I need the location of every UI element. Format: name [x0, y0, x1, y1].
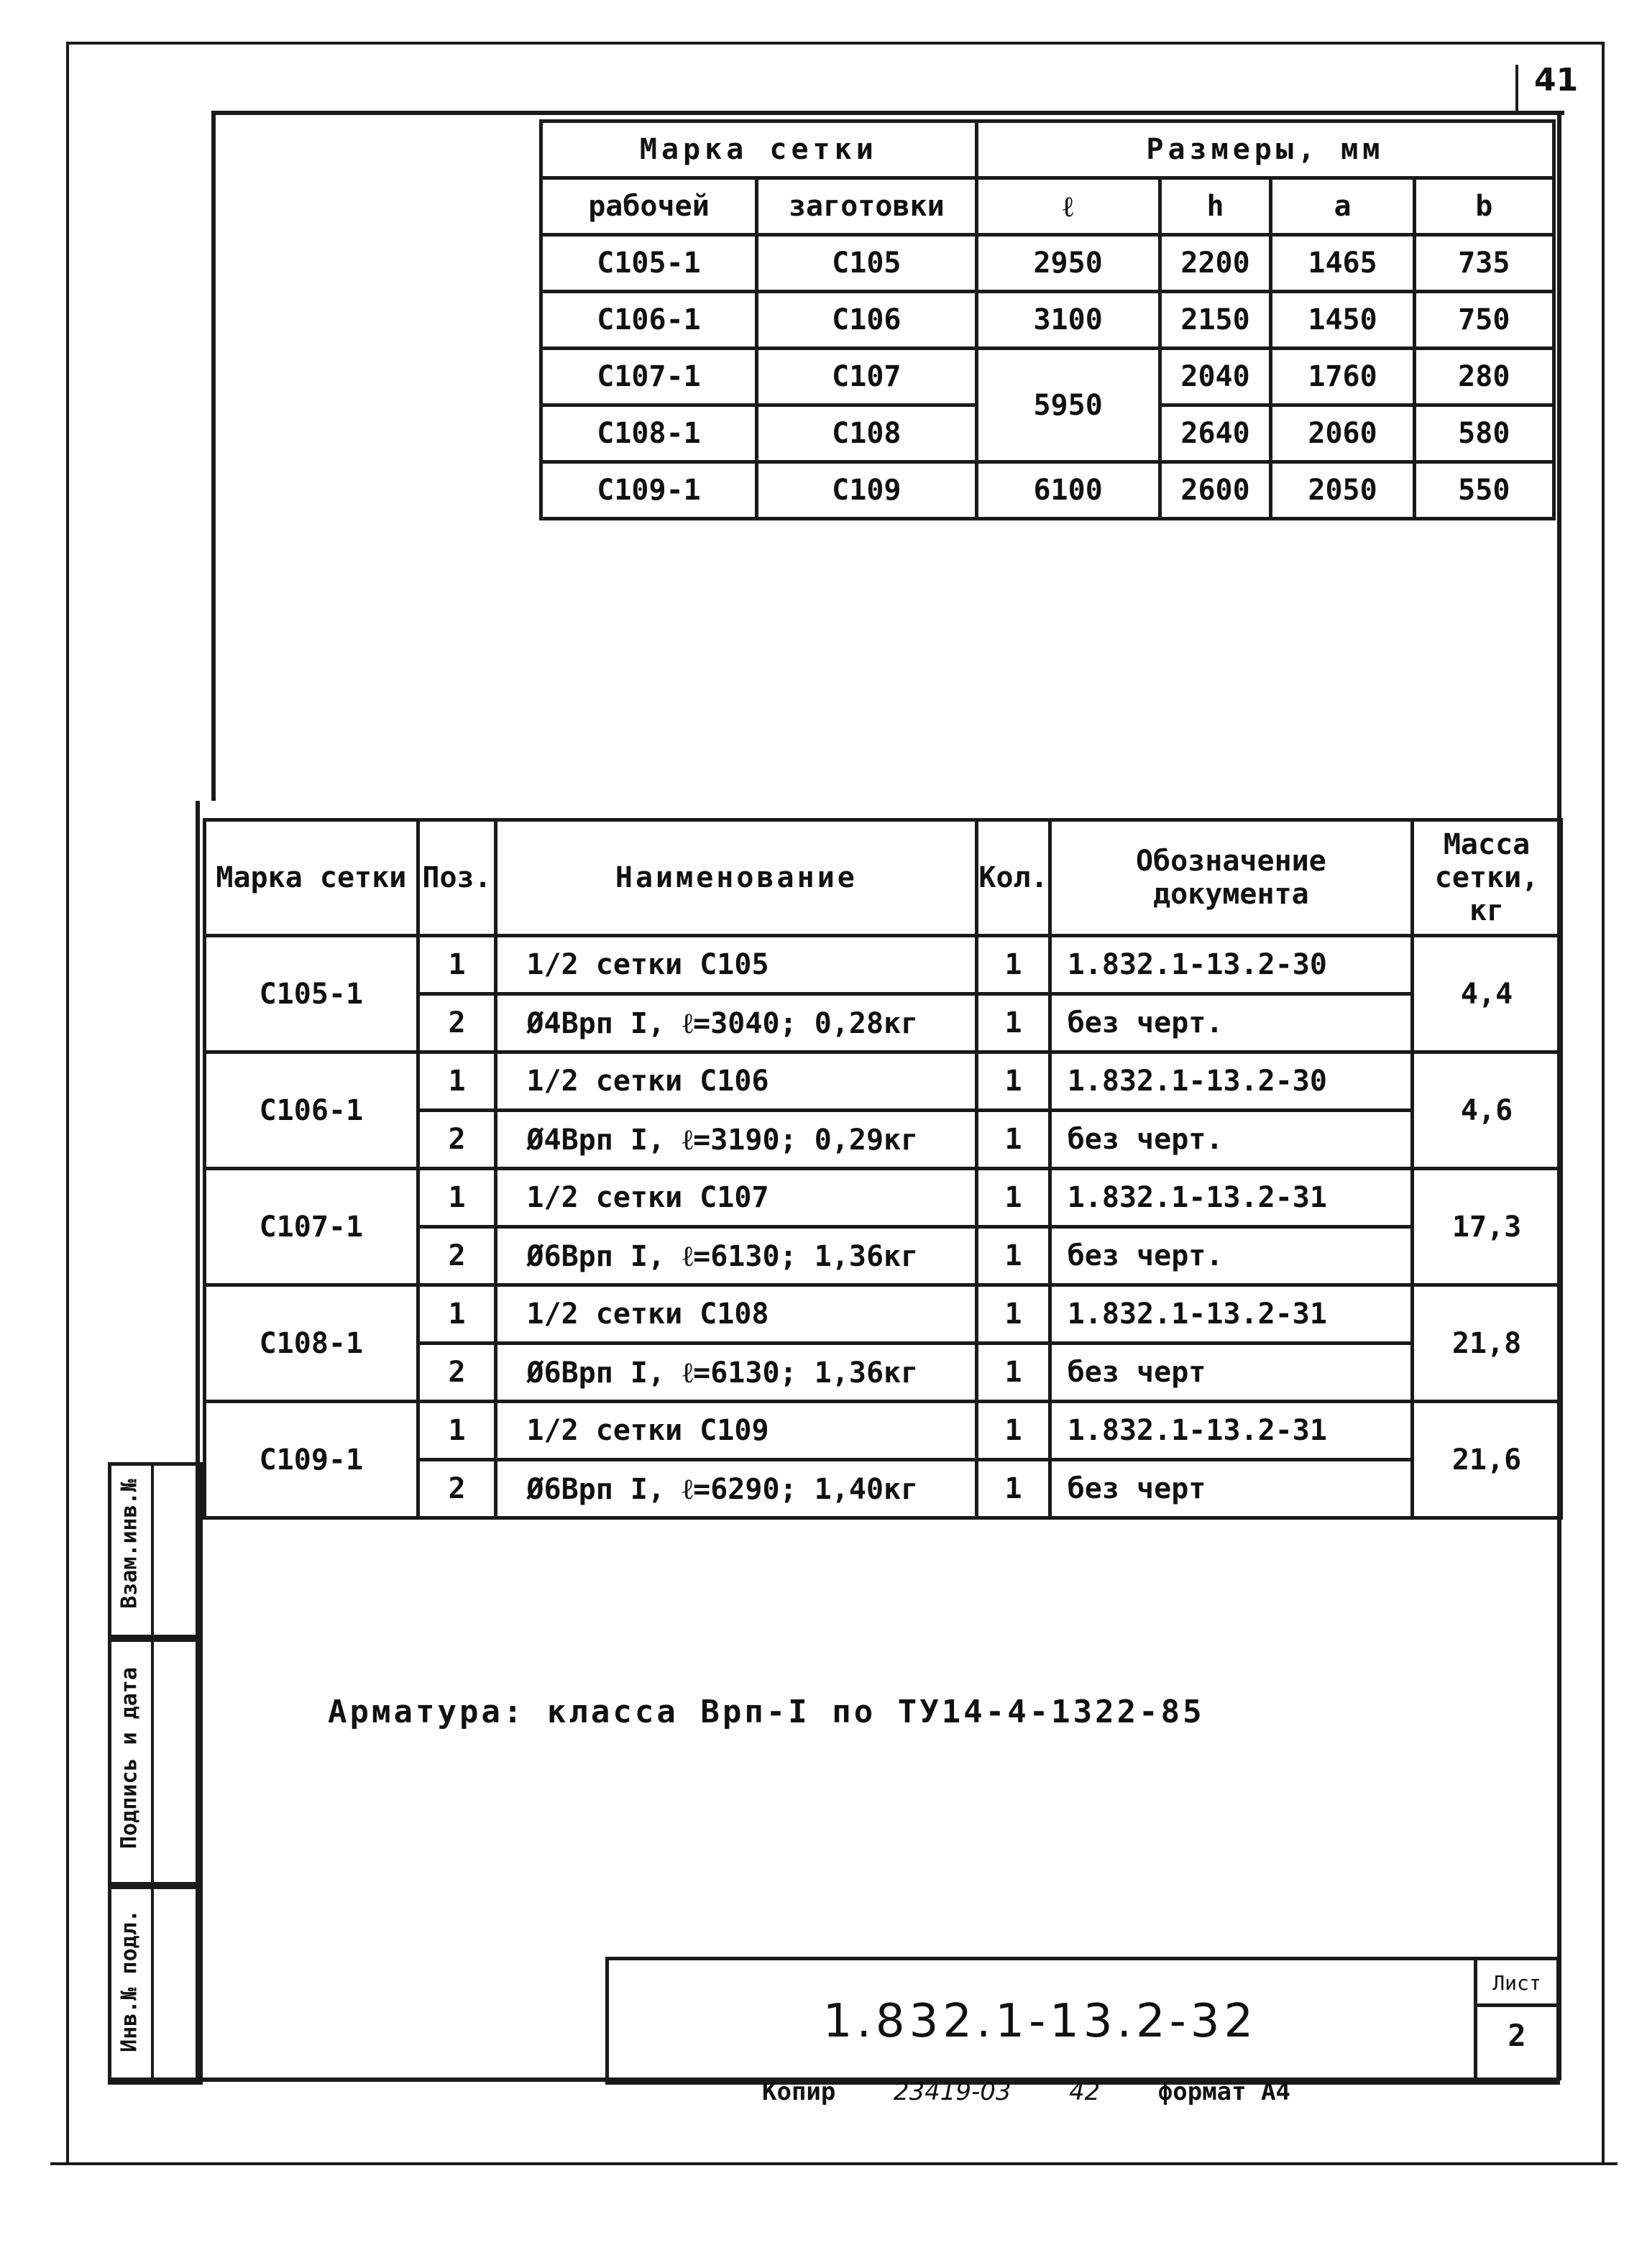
spec-pos: 2 [418, 1460, 496, 1518]
header-mark: Марка сетки [541, 121, 977, 178]
dim-a: 2060 [1271, 405, 1414, 462]
sheet-count: 42 [1069, 2078, 1101, 2106]
col-b: b [1414, 178, 1554, 235]
label-inv-sub: Взам.инв.№ [116, 1479, 142, 1609]
spec-pos: 1 [418, 1169, 496, 1227]
document-code: 1.832.1-13.2-32 [822, 1995, 1258, 2048]
spec-mark: С105-1 [205, 936, 418, 1052]
specification-table [203, 818, 1563, 1520]
spec-qty: 1 [977, 994, 1050, 1052]
spec-mark: С106-1 [205, 1052, 418, 1169]
col-qty: Кол. [977, 820, 1050, 936]
dim-a: 1760 [1271, 349, 1414, 405]
col-l: ℓ [976, 178, 1160, 235]
footer [762, 2078, 1334, 2106]
spec-pos: 2 [418, 994, 496, 1052]
reinforcement-note: Арматура: класса Врп-I по ТУ14-4-1322-85 [328, 1694, 1205, 1730]
spec-mark: С109-1 [205, 1402, 418, 1518]
dim-l: 3100 [976, 292, 1160, 349]
spec-qty: 1 [977, 1402, 1050, 1460]
format-label: формат А4 [1157, 2078, 1291, 2106]
spec-doc: без черт [1050, 1344, 1412, 1402]
col-a: a [1271, 178, 1414, 235]
spec-doc: без черт. [1050, 1227, 1412, 1285]
working-mark: С108-1 [541, 405, 757, 462]
spec-pos: 2 [418, 1227, 496, 1285]
dimensions-table [539, 119, 1556, 520]
blank-mark: С105 [757, 235, 977, 292]
spec-pos: 1 [418, 1402, 496, 1460]
blank-mark: С109 [757, 462, 977, 519]
spec-qty: 1 [977, 1285, 1050, 1344]
spec-qty: 1 [977, 1111, 1050, 1169]
spec-qty: 1 [977, 1052, 1050, 1111]
col-pos: Поз. [418, 820, 496, 936]
spec-qty: 1 [977, 1227, 1050, 1285]
dims-row [541, 462, 1554, 519]
working-mark: С106-1 [541, 292, 757, 349]
spec-mass: 21,8 [1413, 1285, 1561, 1402]
spec-mark: С108-1 [205, 1285, 418, 1402]
spec-qty: 1 [977, 1344, 1050, 1402]
spec-pos: 1 [418, 1052, 496, 1111]
col-working: рабочей [541, 178, 757, 235]
label-inv-orig: Инв.№ подл. [116, 1909, 142, 2052]
spec-name: 1/2 сетки С108 [496, 1285, 977, 1344]
spec-row [205, 1052, 1561, 1111]
blank-mark: С107 [757, 349, 977, 405]
dim-b: 550 [1414, 462, 1554, 519]
spec-row [205, 1402, 1561, 1460]
dim-l: 6100 [976, 462, 1160, 519]
spec-doc: 1.832.1-13.2-31 [1050, 1285, 1412, 1344]
spec-name: 1/2 сетки С109 [496, 1402, 977, 1460]
dim-l-merged: 5950 [976, 349, 1160, 462]
dim-h: 2600 [1160, 462, 1271, 519]
spec-qty: 1 [977, 1169, 1050, 1227]
dim-b: 280 [1414, 349, 1554, 405]
frame-bottom [50, 2162, 1618, 2165]
dim-h: 2150 [1160, 292, 1271, 349]
sheet-box [1474, 1960, 1556, 2081]
spec-doc: 1.832.1-13.2-31 [1050, 1169, 1412, 1227]
spec-name: 1/2 сетки С107 [496, 1169, 977, 1227]
frame-right [1602, 42, 1605, 2162]
spec-qty: 1 [977, 936, 1050, 994]
blank-mark: С106 [757, 292, 977, 349]
spec-name: Ø6Врп I, ℓ=6130; 1,36кг [496, 1344, 977, 1402]
dim-h: 2640 [1160, 405, 1271, 462]
dim-a: 2050 [1271, 462, 1414, 519]
spec-pos: 1 [418, 1285, 496, 1344]
title-block [605, 1957, 1560, 2085]
dims-row [541, 292, 1554, 349]
sheet-label: Лист [1477, 1963, 1556, 2007]
dims-row [541, 349, 1554, 405]
col-h: h [1160, 178, 1271, 235]
order-number: 23419-03 [893, 2078, 1011, 2106]
spec-mass: 21,6 [1413, 1402, 1561, 1518]
dim-h: 2200 [1160, 235, 1271, 292]
working-mark: С105-1 [541, 235, 757, 292]
right-margin [1557, 115, 1560, 122]
spec-row [205, 1169, 1561, 1227]
col-name: Наименование [496, 820, 977, 936]
spec-doc: без черт. [1050, 994, 1412, 1052]
working-mark: С107-1 [541, 349, 757, 405]
spec-name: Ø6Врп I, ℓ=6130; 1,36кг [496, 1227, 977, 1285]
dim-h: 2040 [1160, 349, 1271, 405]
sheet-number: 2 [1508, 2018, 1526, 2053]
spec-doc: без черт. [1050, 1111, 1412, 1169]
spec-mark: С107-1 [205, 1169, 418, 1285]
side-box-inv-sub-divider [151, 1462, 154, 1635]
spec-row [205, 1285, 1561, 1344]
frame-left [66, 42, 69, 2162]
spec-qty: 1 [977, 1460, 1050, 1518]
spec-doc: без черт [1050, 1460, 1412, 1518]
spec-doc: 1.832.1-13.2-30 [1050, 936, 1412, 994]
spec-name: Ø6Врп I, ℓ=6290; 1,40кг [496, 1460, 977, 1518]
header-dimensions: Размеры, мм [976, 121, 1554, 178]
spec-mass: 4,4 [1413, 936, 1561, 1052]
working-mark: С109-1 [541, 462, 757, 519]
dim-a: 1450 [1271, 292, 1414, 349]
dim-b: 580 [1414, 405, 1554, 462]
spec-name: Ø4Врп I, ℓ=3040; 0,28кг [496, 994, 977, 1052]
spec-name: Ø4Врп I, ℓ=3190; 0,29кг [496, 1111, 977, 1169]
col-mass: Масса сетки, кг [1413, 820, 1561, 936]
dim-b: 750 [1414, 292, 1554, 349]
copied-label: Копир [762, 2078, 836, 2106]
spec-name: 1/2 сетки С105 [496, 936, 977, 994]
spec-pos: 1 [418, 936, 496, 994]
spec-doc: 1.832.1-13.2-31 [1050, 1402, 1412, 1460]
blank-mark: С108 [757, 405, 977, 462]
page-number-divider [1515, 65, 1518, 111]
dim-a: 1465 [1271, 235, 1414, 292]
col-blank: заготовки [757, 178, 977, 235]
spec-name: 1/2 сетки С106 [496, 1052, 977, 1111]
side-box-signature-divider [151, 1635, 154, 1882]
inner-left [211, 111, 216, 801]
spec-mass: 4,6 [1413, 1052, 1561, 1169]
label-signature: Подпись и дата [116, 1667, 142, 1849]
spec-mass: 17,3 [1413, 1169, 1561, 1285]
frame-top [66, 42, 1605, 45]
dim-l: 2950 [976, 235, 1160, 292]
dims-row [541, 235, 1554, 292]
spec-pos: 2 [418, 1111, 496, 1169]
spec-pos: 2 [418, 1344, 496, 1402]
spec-row [205, 936, 1561, 994]
col-mark: Марка сетки [205, 820, 418, 936]
col-doc: Обозначение документа [1050, 820, 1412, 936]
inner-top [213, 111, 1564, 115]
page-number: 41 [1534, 62, 1579, 98]
dim-b: 735 [1414, 235, 1554, 292]
side-box-inv-orig-divider [151, 1882, 154, 2078]
spec-doc: 1.832.1-13.2-30 [1050, 1052, 1412, 1111]
